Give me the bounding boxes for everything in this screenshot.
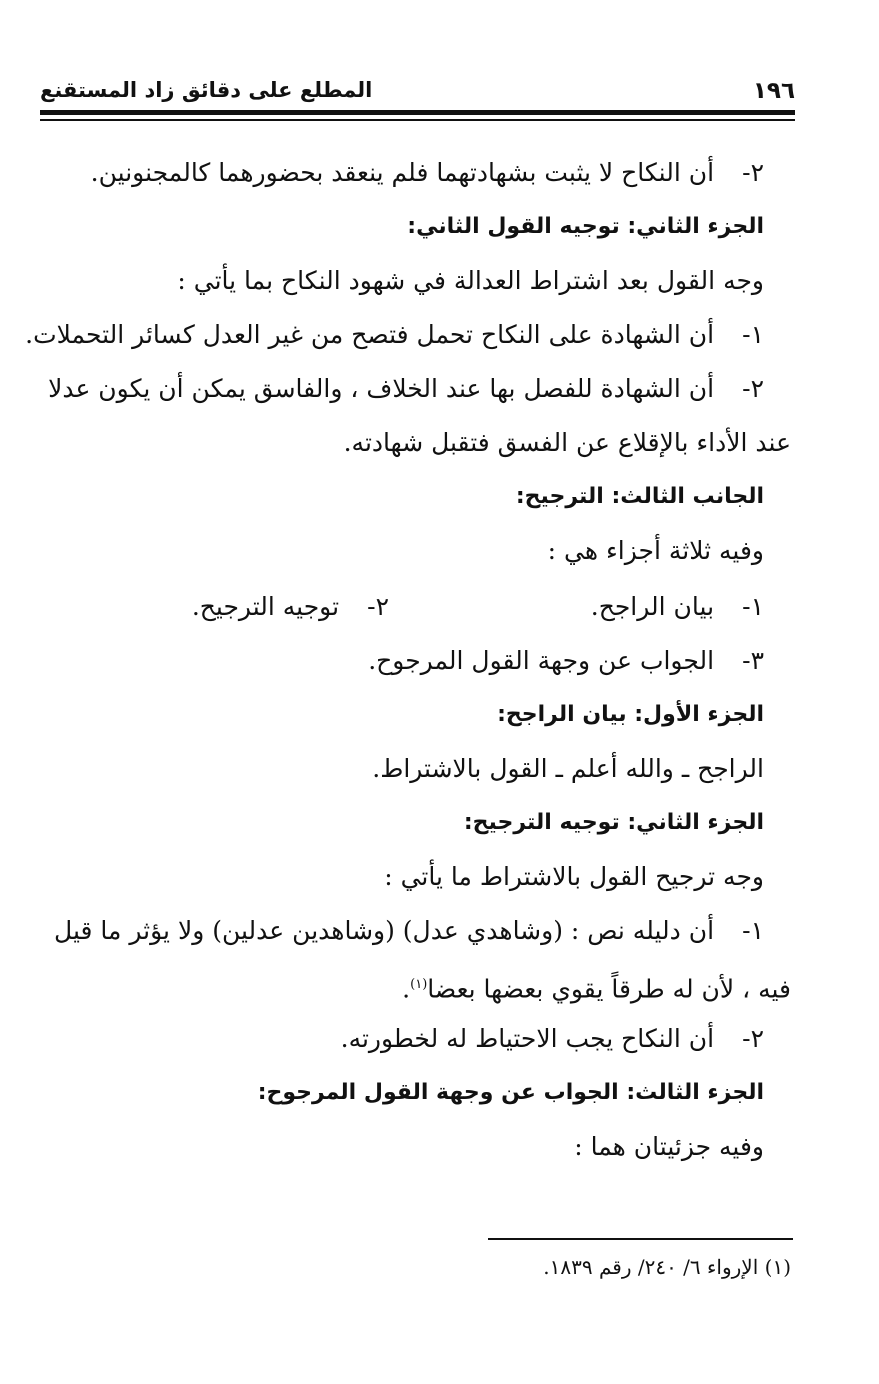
header-rule-thick [40, 110, 795, 115]
list-item [591, 590, 764, 624]
list-item [368, 644, 764, 678]
period: . [402, 974, 411, 1004]
page-header [40, 78, 795, 108]
list-number: ١- [742, 916, 764, 945]
list-text: أن النكاح يجب الاحتياط له لخطورته. [340, 1024, 715, 1053]
paragraph: الراجح ـ والله أعلم ـ القول بالاشتراط. [372, 754, 764, 783]
list-text: الجواب عن وجهة القول المرجوح. [368, 646, 715, 675]
list-number: ٢- [742, 1024, 764, 1053]
section-heading: الجزء الثاني: توجيه الترجيح: [463, 810, 764, 835]
list-item [48, 372, 764, 406]
list-text: أن الشهادة للفصل بها عند الخلاف ، والفاسق يمكن أن يكون عدلا [48, 374, 715, 403]
paragraph: وفيه جزئيتان هما : [574, 1132, 764, 1161]
list-item [54, 914, 764, 948]
list-item [25, 318, 764, 352]
paragraph: وجه القول بعد اشتراط العدالة في شهود النكاح بما يأتي : [177, 266, 764, 295]
list-text: بيان الراجح. [590, 592, 715, 621]
list-number: ٢- [742, 158, 764, 187]
list-text: توجيه الترجيح. [191, 592, 340, 621]
continuation-text: فيه ، لأن له طرقاً يقوي بعضها بعضا [427, 974, 791, 1004]
paragraph: وفيه ثلاثة أجزاء هي : [547, 536, 764, 565]
list-text: أن الشهادة على النكاح تحمل فتصح من غير العدل كسائر التحملات. [25, 320, 715, 349]
section-heading: الجانب الثالث: الترجيح: [515, 484, 764, 509]
section-heading: الجزء الثالث: الجواب عن وجهة القول المرجوح: [257, 1080, 764, 1105]
section-heading: الجزء الثاني: توجيه القول الثاني: [407, 214, 764, 239]
list-number: ٢- [742, 374, 764, 403]
header-rule-thin [40, 119, 795, 121]
paragraph-continuation: عند الأداء بالإقلاع عن الفسق فتقبل شهادته. [343, 428, 791, 457]
footnote-divider [488, 1238, 793, 1240]
book-title: المطلع على دقائق زاد المستقنع [40, 78, 373, 102]
page-number: ١٩٦ [752, 78, 795, 104]
list-number: ١- [742, 320, 764, 349]
list-item [192, 590, 389, 624]
paragraph-continuation [402, 968, 791, 1006]
footnote: (١) الإرواء ٦/ ٢٤٠/ رقم ١٨٣٩. [543, 1255, 791, 1279]
footnote-marker: (١) [410, 977, 428, 992]
list-number: ٢- [367, 592, 389, 621]
list-number: ٣- [742, 646, 764, 675]
paragraph: وجه ترجيح القول بالاشتراط ما يأتي : [384, 862, 764, 891]
section-heading: الجزء الأول: بيان الراجح: [497, 702, 764, 727]
list-text: أن دليله نص : (وشاهدي عدل) (وشاهدين عدلين) ولا يؤثر ما قيل [54, 916, 715, 945]
list-item [341, 1022, 764, 1056]
list-number: ١- [742, 592, 764, 621]
list-text: أن النكاح لا يثبت بشهادتهما فلم ينعقد بحضورهما كالمجنونين. [90, 158, 715, 187]
list-item [91, 156, 764, 190]
